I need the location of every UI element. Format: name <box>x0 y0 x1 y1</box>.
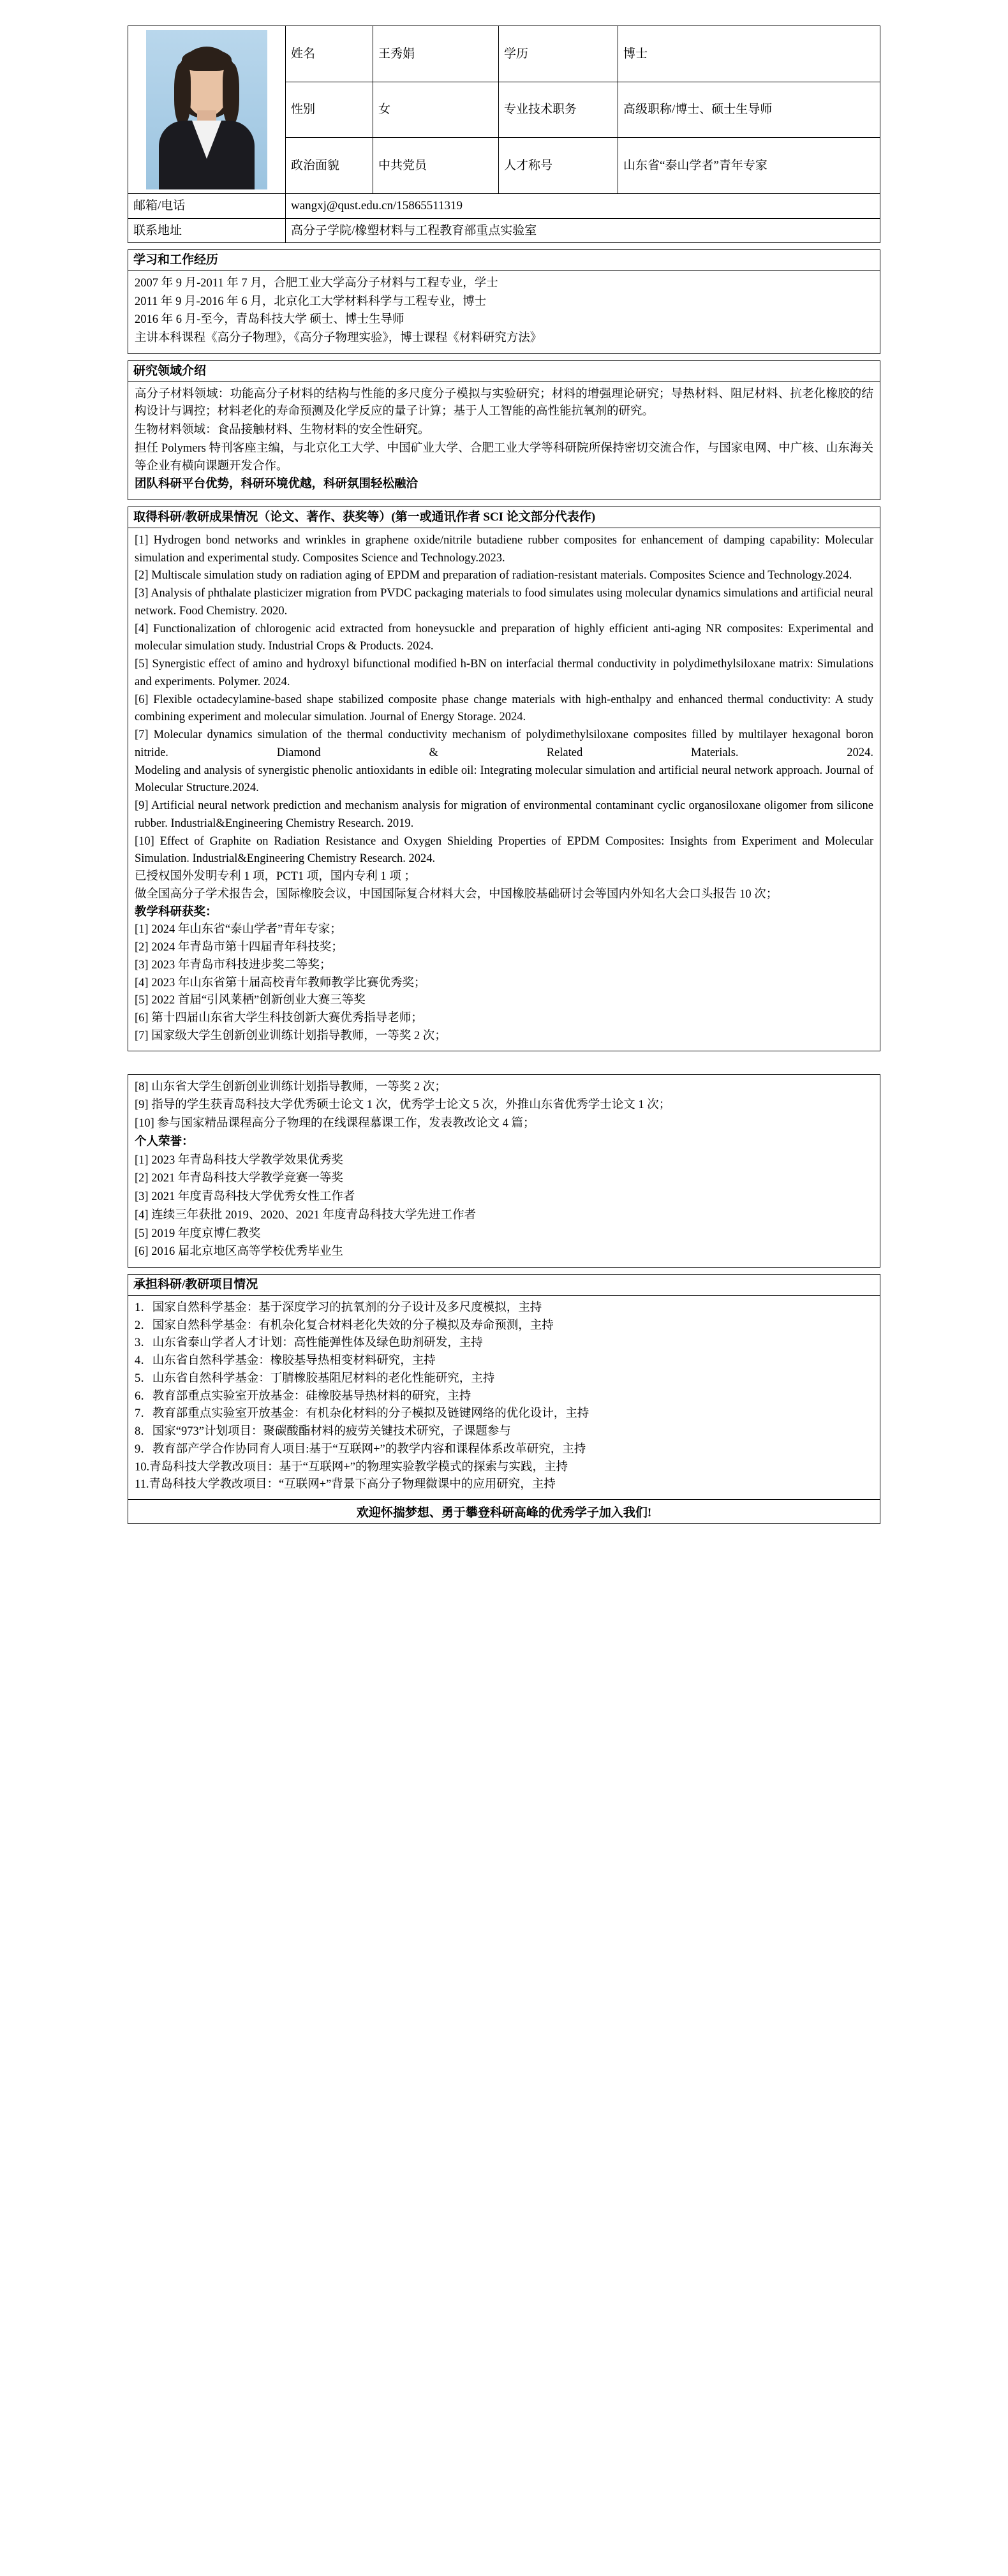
section-awards-continued <box>128 1074 880 1268</box>
award-item: [1] 2024 年山东省“泰山学者”青年专家； <box>135 923 342 936</box>
publication-item: [4] Functionalization of chlorogenic acid extracted from honeysuckle and preparation of highly efficient anti-aging NR composites: Experimental and molecular simulation study. Industrial Crops & Products. 2024. <box>135 622 873 653</box>
project-item: 11.青岛科技大学教改项目：“互联网+”背景下高分子物理微课中的应用研究，主持 <box>135 1478 556 1492</box>
project-item: 1．国家自然科学基金：基于深度学习的抗氧剂的分子设计及多尺度模拟，主持 <box>135 1301 542 1314</box>
section-body-projects <box>128 1296 880 1499</box>
award-item: [7] 国家级大学生创新创业训练计划指导教师，一等奖 2 次； <box>135 1029 447 1042</box>
section-body-awards-continued <box>128 1075 880 1268</box>
experience-line-2: 2011 年 9 月-2016 年 6 月，北京化工大学材料科学与工程专业，博士 <box>135 295 487 308</box>
honor-item: [6] 2016 届北京地区高等学校优秀毕业生 <box>135 1245 343 1259</box>
label-address: 联系地址 <box>128 218 286 243</box>
project-item: 6．教育部重点实验室开放基金：硅橡胶基导热材料的研究，主持 <box>135 1389 471 1403</box>
award-item: [2] 2024 年青岛市第十四届青年科技奖； <box>135 941 343 954</box>
section-title-experience: 学习和工作经历 <box>128 250 880 271</box>
document-sheet <box>128 26 880 1524</box>
awards-heading: 教学科研获奖： <box>135 905 218 919</box>
label-political: 政治面貌 <box>286 138 373 194</box>
project-item: 3．山东省泰山学者人才计划：高性能弹性体及绿色助剂研发，主持 <box>135 1336 483 1350</box>
section-achievements <box>128 507 880 1051</box>
section-research <box>128 360 880 500</box>
honor-item: [4] 连续三年获批 2019、2020、2021 年度青岛科技大学先进工作者 <box>135 1208 476 1222</box>
profile-table <box>128 26 880 243</box>
portrait-photo <box>146 30 267 189</box>
value-political: 中共党员 <box>373 138 499 194</box>
experience-line-4: 主讲本科课程《高分子物理》，《高分子物理实验》，博士课程《材料研究方法》 <box>135 332 542 345</box>
honor-item: [2] 2021 年青岛科技大学教学竞赛一等奖 <box>135 1172 343 1185</box>
section-projects <box>128 1274 880 1524</box>
honor-item: [1] 2023 年青岛科技大学教学效果优秀奖 <box>135 1153 343 1167</box>
section-body-research <box>128 382 880 500</box>
project-item: 7．教育部重点实验室开放基金：有机杂化材料的分子模拟及链键网络的优化设计，主持 <box>135 1407 589 1421</box>
publication-item: [1] Hydrogen bond networks and wrinkles in graphene oxide/nitrile butadiene rubber composites for enhancement of damping capability: Molecular simulation and experimental study. Composites Science and Technology.2023. <box>135 533 873 565</box>
project-item: 8．国家“973”计划项目：聚碳酸酯材料的疲劳关键技术研究，子课题参与 <box>135 1425 511 1439</box>
honor-item: [5] 2019 年度京博仁教奖 <box>135 1227 261 1240</box>
honors-heading: 个人荣誉： <box>135 1135 194 1148</box>
project-item: 9．教育部产学合作协同育人项目:基于“互联网+”的教学内容和课程体系改革研究，主持 <box>135 1442 586 1456</box>
publication-item: [2] Multiscale simulation study on radiation aging of EPDM and preparation of radiation-resistant materials. Composites Science and Technology.2024. <box>135 569 852 582</box>
label-email: 邮箱/电话 <box>128 194 286 219</box>
publication-item: [3] Analysis of phthalate plasticizer migration from PVDC packaging materials to food simulates using molecular dynamics simulations and artificial neural network. Food Chemistry. 2020. <box>135 587 873 618</box>
value-address: 高分子学院/橡塑材料与工程教育部重点实验室 <box>286 218 880 243</box>
project-item: 5．山东省自然科学基金：丁腈橡胶基阻尼材料的老化性能研究，主持 <box>135 1372 495 1385</box>
honor-item: [3] 2021 年度青岛科技大学优秀女性工作者 <box>135 1190 355 1204</box>
award-item: [10] 参与国家精品课程高分子物理的在线课程慕课工作，发表教改论文 4 篇； <box>135 1117 535 1130</box>
experience-line-3: 2016 年 6 月-至今，青岛科技大学 硕士、博士生导师 <box>135 313 404 327</box>
publication-item: [9] Artificial neural network prediction and mechanism analysis for migration of environmental contaminant cyclic organosiloxane oligomer from silicone rubber. Industrial&Engineering Chemistry Research. 2019. <box>135 799 873 830</box>
section-experience <box>128 249 880 354</box>
section-body-achievements <box>128 528 880 1051</box>
research-highlight: 团队科研平台优势，科研环境优越，科研氛围轻松融洽 <box>135 478 419 491</box>
page-break-spacer <box>128 1051 880 1068</box>
photo-hair-right <box>223 63 239 124</box>
publication-item: [10] Effect of Graphite on Radiation Resistance and Oxygen Shielding Properties of EPDM Composites: Insights from Experiment and Molecular Simulation. Industrial&Engineering Chemistry Research. 2024. <box>135 834 873 866</box>
table-row <box>128 26 880 82</box>
value-gender: 女 <box>373 82 499 138</box>
label-name: 姓名 <box>286 26 373 82</box>
section-title-research: 研究领域介绍 <box>128 361 880 382</box>
project-item: 10.青岛科技大学教改项目：基于“互联网+”的物理实验教学模式的探索与实践，主持 <box>135 1460 568 1474</box>
patent-line: 已授权国外发明专利 1 项，PCT1 项，国内专利 1 项 ； <box>135 870 416 884</box>
experience-line-1: 2007 年 9 月-2011 年 7 月，合肥工业大学高分子材料与工程专业，学士 <box>135 276 498 290</box>
value-email: wangxj@qust.edu.cn/15865511319 <box>286 194 880 219</box>
publication-item: [7] Molecular dynamics simulation of the thermal conductivity mechanism of polydimethylsiloxane composites filled by multilayer hexagonal boron nitride. Diamond & Related Materials. 2024. <box>135 729 873 759</box>
award-item: [5] 2022 首届“引风莱栖”创新创业大赛三等奖 <box>135 994 366 1007</box>
award-item: [9] 指导的学生获青岛科技大学优秀硕士论文 1 次，优秀学士论文 5 次，外推山东省优秀学士论文 1 次； <box>135 1099 671 1112</box>
award-item: [6] 第十四届山东省大学生科技创新大赛优秀指导老师； <box>135 1012 423 1025</box>
reports-line: 做全国高分子学术报告会，国际橡胶会议，中国国际复合材料大会，中国橡胶基础研讨会等国内外知名大会口头报告 10 次； <box>135 887 778 901</box>
label-education: 学历 <box>499 26 618 82</box>
value-education: 博士 <box>618 26 880 82</box>
project-item: 2．国家自然科学基金：有机杂化复合材料老化失效的分子模拟及寿命预测，主持 <box>135 1319 554 1332</box>
label-title: 专业技术职务 <box>499 82 618 138</box>
publication-item: Modeling and analysis of synergistic phenolic antioxidants in edible oil: Integrating molecular simulation and artificial neural network approach. Journal of Molecular Structure.2024. <box>135 764 873 795</box>
research-paragraph-1: 高分子材料领域：功能高分子材料的结构与性能的多尺度分子模拟与实验研究；材料的增强理论研究；导热材料、阻尼材料、抗老化橡胶的结构设计与调控；材料老化的寿命预测及化学反应的量子计算；基于人工智能的高性能抗氧剂的研究。 <box>135 387 873 418</box>
publication-item: [6] Flexible octadecylamine-based shape stabilized composite phase change materials with high-enthalpy and enhanced thermal conductivity: A study combining experiment and molecular simulation. Journal of Energy Storage. 2024. <box>135 693 873 724</box>
table-row <box>128 194 880 219</box>
research-paragraph-3: 担任 Polymers 特刊客座主编，与北京化工大学、中国矿业大学、合肥工业大学等科研院所保持密切交流合作，与国家电网、中广核、山东海关等企业有横向课题开发合作。 <box>135 441 873 473</box>
award-item: [8] 山东省大学生创新创业训练计划指导教师，一等奖 2 次； <box>135 1080 447 1093</box>
research-paragraph-2: 生物材料领域：食品接触材料、生物材料的安全性研究。 <box>135 424 430 437</box>
award-item: [4] 2023 年山东省第十届高校青年教师教学比赛优秀奖； <box>135 976 426 989</box>
value-title: 高级职称/博士、硕士生导师 <box>618 82 880 138</box>
closing-statement: 欢迎怀揣梦想、勇于攀登科研高峰的优秀学子加入我们! <box>128 1499 880 1523</box>
value-name: 王秀娟 <box>373 26 499 82</box>
award-item: [3] 2023 年青岛市科技进步奖二等奖； <box>135 958 332 972</box>
label-gender: 性别 <box>286 82 373 138</box>
table-row <box>128 218 880 243</box>
section-body-experience <box>128 271 880 353</box>
section-title-projects: 承担科研/教研项目情况 <box>128 1275 880 1296</box>
publication-item: [5] Synergistic effect of amino and hydroxyl bifunctional modified h-BN on interfacial thermal conductivity in polydimethylsiloxane matrix: Simulations and experiments. Polymer. 2024. <box>135 658 873 688</box>
value-talent: 山东省“泰山学者”青年专家 <box>618 138 880 194</box>
photo-hair-left <box>174 63 191 124</box>
avatar <box>128 26 286 194</box>
project-item: 4．山东省自然科学基金：橡胶基导热相变材料研究，主持 <box>135 1354 436 1368</box>
section-title-achievements: 取得科研/教研成果情况（论文、著作、获奖等）(第一或通讯作者 SCI 论文部分代表作) <box>128 507 880 528</box>
label-talent: 人才称号 <box>499 138 618 194</box>
